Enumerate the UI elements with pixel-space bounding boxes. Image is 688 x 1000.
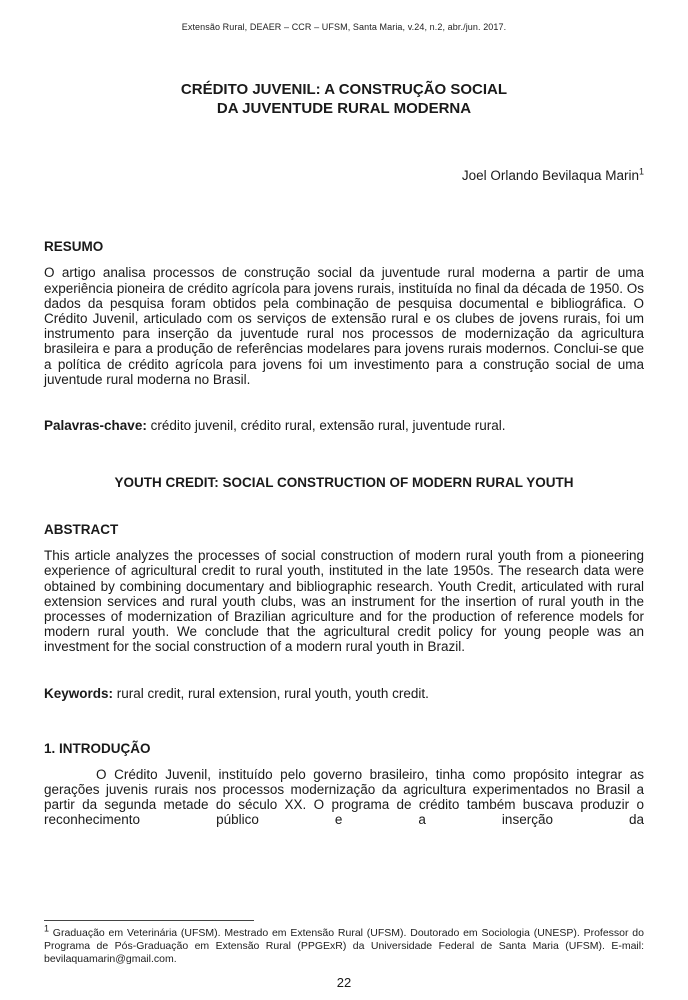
keywords-label: Keywords: [44,685,114,701]
article-title-line-1: CRÉDITO JUVENIL: A CONSTRUÇÃO SOCIAL [180,81,508,98]
footnote-area [44,920,644,966]
introduction-paragraph: O Crédito Juvenil, instituído pelo governo brasileiro, tinha como propósito integrar as gerações juvenis rurais nos processos modernização da agricultura experimentados no Brasil a partir da segunda metade do século XX. O programa de crédito também buscava produzir o reconhecimento público e a inserção da [44,766,644,828]
footnote-text [44,923,644,966]
author-footnote-ref: 1 [638,166,644,177]
keywords-text: rural credit, rural extension, rural youth, youth credit. [113,685,429,701]
article-title-line-2: DA JUVENTUDE RURAL MODERNA [216,100,472,118]
palavras-chave-label: Palavras-chave: [44,418,147,433]
introduction-heading: 1. INTRODUÇÃO [44,740,151,756]
keywords-line [44,686,644,701]
journal-header: Extensão Rural, DEAER – CCR – UFSM, Santa Maria, v.24, n.2, abr./jun. 2017. [181,22,507,32]
abstract-paragraph: This article analyzes the processes of social construction of modern rural youth from a pioneering experience of agricultural credit to rural youth, instituted in the late 1950s. The research data were obtained by combining documentary and bibliographic research. Youth Credit, articulated with rural extension services and rural youth clubs, was an instrument for the insertion of rural youth in the processes of modernization of Brazilian agriculture and for the production of reference models for modern rural youth. We conclude that the agricultural credit policy for young people was an investment for the social construction of a modern rural youth in Brazil. [44,548,644,655]
palavras-chave-text: crédito juvenil, crédito rural, extensão rural, juventude rural. [146,418,506,433]
footnote-separator [44,920,254,921]
resumo-paragraph: O artigo analisa processos de construção social da juventude rural moderna a partir de uma experiência pioneira de crédito agrícola para jovens rurais, instituída no final da década de 1950. Os dados da pesquisa foram obtidos pela combinação de pesquisa documental e bibliográfica. O Crédito Juvenil, articulado com os serviços de extensão rural e os clubes de jovens rurais, foi um instrumento para inserção da juventude rural nos processos de modernização da agricultura brasileira e para a produção de referências modelares para jovens rurais modernos. Conclui-se que a política de crédito agrícola para jovens foi um investimento para a construção social de uma juventude rural moderna no Brasil. [44,265,644,387]
palavras-chave-line [44,418,644,433]
abstract-heading: ABSTRACT [44,522,119,538]
author-line [44,168,644,183]
article-title [44,80,644,118]
footnote-ref: 1 [44,923,50,934]
page-number: 22 [336,975,352,990]
resumo-heading: RESUMO [44,239,104,255]
author-name: Joel Orlando Bevilaqua Marin [461,168,639,184]
footnote-body: Graduação em Veterinária (UFSM). Mestrado em Extensão Rural (UFSM). Doutorado em Sociologia (UNESP). Professor do Programa de Pós-Graduação em Extensão Rural (PPGExR) da Universidade Federal de Santa Maria (UFSM). E-mail: bevilaquamarin@gmail.com. [44,927,644,965]
english-title: YOUTH CREDIT: SOCIAL CONSTRUCTION OF MODERN RURAL YOUTH [114,475,574,491]
